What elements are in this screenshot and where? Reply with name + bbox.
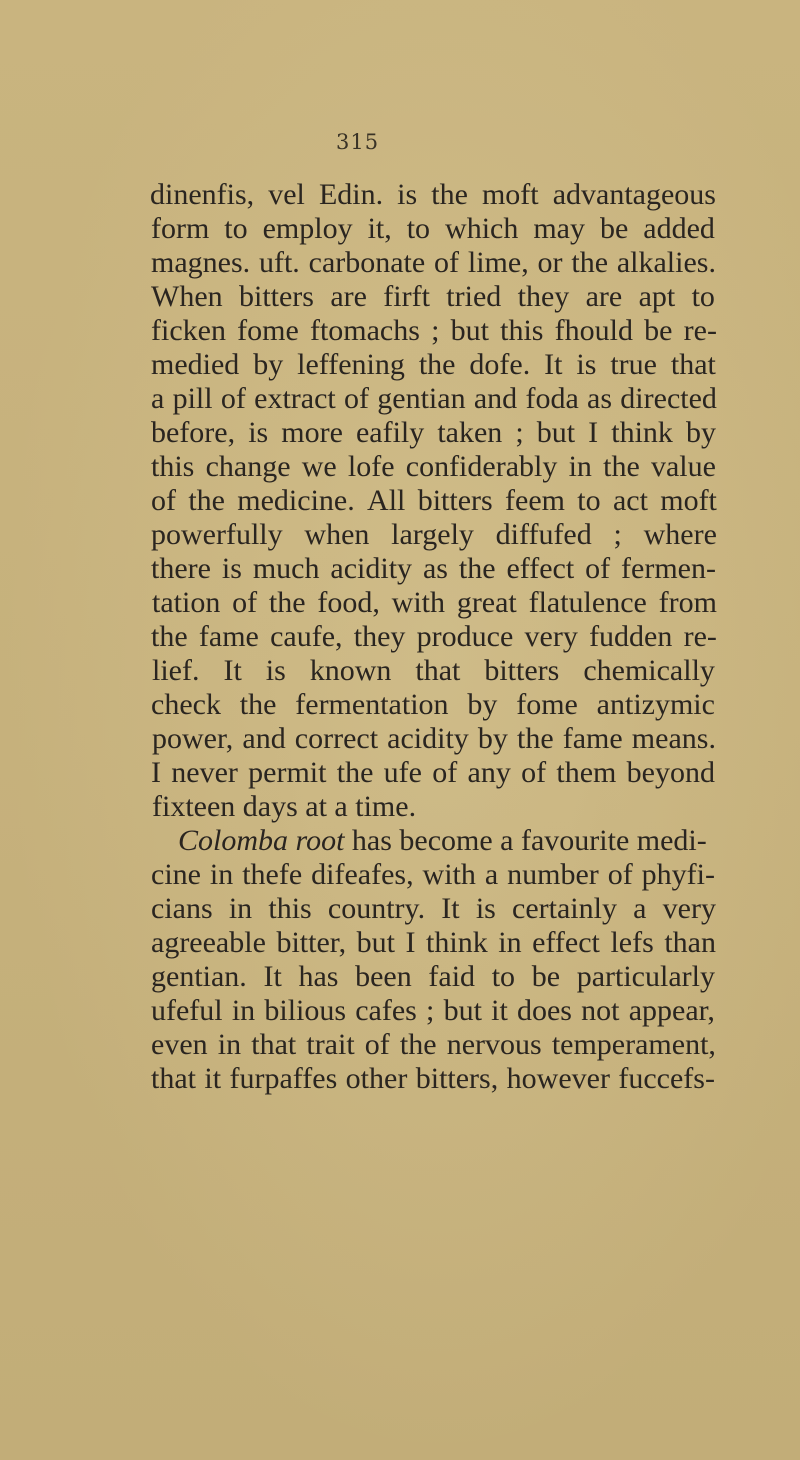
text-line: check the fermentation by fome antizymic	[151, 688, 715, 721]
text-line: form to employ it, to which may be added	[151, 212, 715, 245]
text-line: lief. It is known that bitters chemically	[152, 654, 715, 687]
text-line: power, and correct acidity by the fame means.	[152, 722, 716, 755]
text-line: fixteen days at a time.	[152, 790, 417, 823]
paragraph-2-first-line	[178, 824, 716, 858]
text-line: a pill of extract of gentian and foda as directed	[151, 382, 717, 415]
text-line: tation of the food, with great flatulence from	[152, 586, 717, 619]
text-line: the fame caufe, they produce very fudden re-	[151, 620, 717, 653]
text-line: medied by leffening the dofe. It is true that	[151, 348, 716, 381]
text-line: When bitters are firft tried they are apt to	[151, 280, 715, 313]
text-line: before, is more eafily taken ; but I think by	[151, 416, 716, 449]
text-line: powerfully when largely diffufed ; where	[151, 518, 717, 551]
text-line: dinenfis, vel Edin. is the moft advantageous	[150, 178, 716, 211]
text-line: gentian. It has been faid to be particularly	[151, 960, 715, 993]
text-line: magnes. uft. carbonate of lime, or the alkalies.	[151, 246, 716, 279]
page-number: 315	[336, 130, 380, 154]
text-line: ufeful in bilious cafes ; but it does not appear,	[151, 994, 715, 1027]
text-line: this change we lofe confiderably in the value	[151, 450, 716, 483]
text-line: I never permit the ufe of any of them beyond	[151, 756, 715, 789]
text-line: ficken fome ftomachs ; but this fhould be re-	[151, 314, 717, 347]
text-line: cians in this country. It is certainly a very	[151, 892, 716, 925]
text-line: even in that trait of the nervous temperament,	[151, 1028, 716, 1061]
text-line: has become a favourite medi-	[344, 824, 707, 857]
text-line: agreeable bitter, but I think in effect lefs than	[151, 926, 716, 959]
text-line: there is much acidity as the effect of fermen-	[151, 552, 716, 585]
text-line: cine in thefe difeafes, with a number of phyfi-	[151, 858, 715, 891]
text-line: of the medicine. All bitters feem to act moft	[151, 484, 717, 517]
italic-term: Colomba root	[178, 824, 345, 857]
text-line: that it furpaffes other bitters, however fuccefs-	[151, 1062, 715, 1095]
